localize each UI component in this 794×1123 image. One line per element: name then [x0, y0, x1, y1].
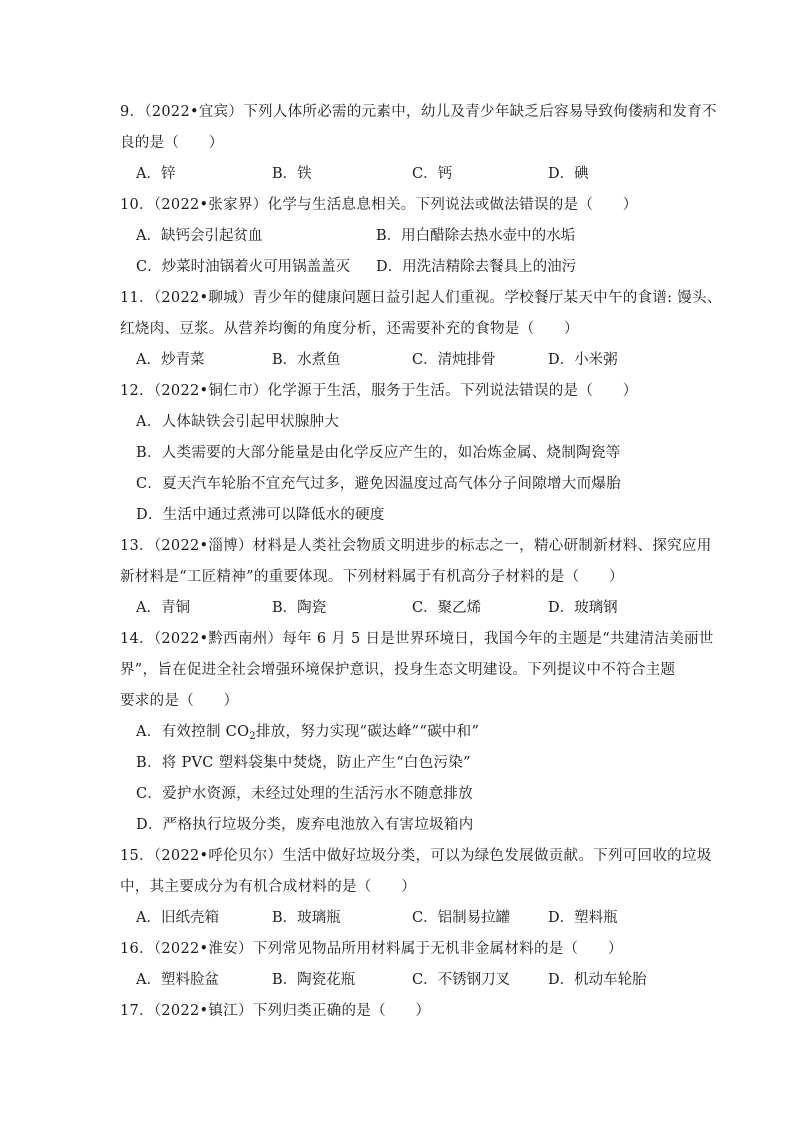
- question-9-stem-cont: 良的是（ ）: [120, 135, 224, 151]
- question-13-stem-cont: 新材料是“工匠精神”的重要体现。下列材料属于有机高分子材料的是（ ）: [120, 569, 624, 585]
- option-b: B．陶瓷: [272, 600, 327, 616]
- option-c: C．夏天汽车轮胎不宜充气过多，避免因温度过高气体分子间隙增大而爆胎: [136, 476, 621, 492]
- option-a: A．炒青菜: [136, 352, 205, 368]
- question-14-stem-cont: 界”，旨在促进全社会增强环境保护意识，投身生态文明建设。下列提议中不符合主题: [120, 662, 676, 678]
- question-17-stem: 17．（2022•镇江）下列归类正确的是（ ）: [120, 1003, 431, 1019]
- question-16-stem: 16．（2022•淮安）下列常见物品所用材料属于无机非金属材料的是（ ）: [120, 941, 623, 957]
- question-15-options: [136, 908, 696, 928]
- question-13-stem: 13．（2022•淄博）材料是人类社会物质文明进步的标志之一，精心研制新材料、探究应用: [120, 538, 712, 554]
- option-a: A．青铜: [136, 600, 190, 616]
- option-b: B．用白醋除去热水壶中的水垢: [376, 228, 576, 244]
- question-9-stem: 9．（2022•宜宾）下列人体所必需的元素中，幼儿及青少年缺乏后容易导致佝偻病和发育不: [120, 104, 717, 120]
- option-d: D．用洗洁精除去餐具上的油污: [376, 259, 577, 275]
- option-c: C．爱护水资源，未经过处理的生活污水不随意排放: [136, 786, 473, 802]
- question-11-stem-cont: 红烧肉、豆浆。从营养均衡的角度分析，还需要补充的食物是（ ）: [120, 321, 579, 337]
- option-b: B．铁: [272, 166, 312, 182]
- option-a: A．缺钙会引起贫血: [136, 228, 263, 244]
- option-a-pre: A．有效控制 CO: [136, 724, 250, 740]
- option-d: D．塑料瓶: [548, 910, 618, 926]
- option-a: A．人体缺铁会引起甲状腺肿大: [136, 414, 340, 430]
- question-11-stem: 11．（2022•聊城）青少年的健康问题日益引起人们重视。学校餐厅某天中午的食谱: 馒头、: [120, 290, 722, 306]
- option-a: A．旧纸壳箱: [136, 910, 219, 926]
- co2-subscript: 2: [249, 731, 256, 742]
- option-c: C．炒菜时油锅着火可用锅盖盖灭: [136, 259, 351, 275]
- option-c: C．钙: [412, 166, 453, 182]
- option-c: C．聚乙烯: [412, 600, 482, 616]
- question-15-stem-cont: 中，其主要成分为有机合成材料的是（ ）: [120, 879, 416, 895]
- option-b: B．人类需要的大部分能量是由化学反应产生的，如冶炼金属、烧制陶瓷等: [136, 445, 621, 461]
- option-d: D．严格执行垃圾分类，废弃电池放入有害垃圾箱内: [136, 817, 474, 833]
- option-d: D．机动车轮胎: [548, 972, 647, 988]
- question-15-stem: 15．（2022•呼伦贝尔）生活中做好垃圾分类，可以为绿色发展做贡献。下列可回收的垃圾: [120, 848, 712, 864]
- question-10-stem: 10．（2022•张家界）化学与生活息息相关。下列说法或做法错误的是（ ）: [120, 197, 638, 213]
- question-9-options: [136, 164, 696, 184]
- option-c: C．不锈钢刀叉: [412, 972, 511, 988]
- question-14-stem-cont2: 要求的是（ ）: [120, 693, 239, 709]
- question-10-options-row2: [136, 257, 696, 277]
- option-a: [136, 722, 479, 742]
- question-13-options: [136, 598, 696, 618]
- option-d: D．碘: [548, 166, 589, 182]
- question-12-stem: 12．（2022•铜仁市）化学源于生活，服务于生活。下列说法错误的是（ ）: [120, 383, 638, 399]
- option-b: B．陶瓷花瓶: [272, 972, 356, 988]
- option-b: B．玻璃瓶: [272, 910, 341, 926]
- option-a-post: 排放，努力实现“碳达峰”“碳中和”: [255, 724, 480, 740]
- option-c: C．铝制易拉罐: [412, 910, 511, 926]
- option-d: D．生活中通过煮沸可以降低水的硬度: [136, 507, 385, 523]
- option-b: B．将 PVC 塑料袋集中焚烧，防止产生“白色污染”: [136, 755, 471, 771]
- option-c: C．清炖排骨: [412, 352, 496, 368]
- question-10-options-row1: [136, 226, 696, 246]
- question-11-options: [136, 350, 696, 370]
- option-a: A．塑料脸盆: [136, 972, 219, 988]
- option-d: D．小米粥: [548, 352, 618, 368]
- option-a: A．锌: [136, 166, 176, 182]
- question-16-options: [136, 970, 696, 990]
- question-14-stem: 14．（2022•黔西南州）每年 6 月 5 日是世界环境日，我国今年的主题是“共建清洁美丽世: [120, 631, 714, 647]
- option-b: B．水煮鱼: [272, 352, 341, 368]
- option-d: D．玻璃钢: [548, 600, 618, 616]
